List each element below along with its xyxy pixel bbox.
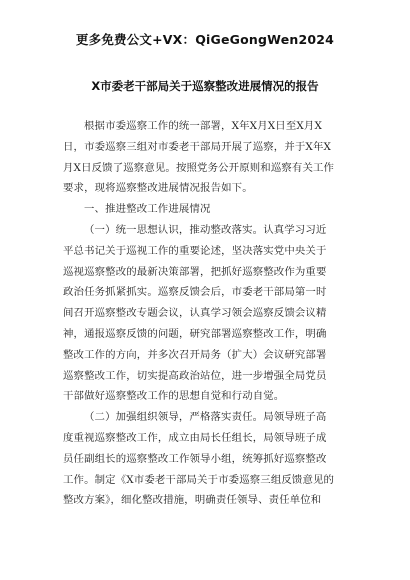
document-title: X市委老干部局关于巡察整改进展情况的报告 <box>91 79 319 93</box>
body-line: 间召开巡察整改专题会议，认真学习领会巡察反馈会议精 <box>63 307 327 320</box>
watermark-header: 更多免费公文+VX：QiGeGongWen2024 <box>75 32 335 47</box>
body-line: 日，市委巡察三组对市委老干部局开展了巡察，并于X年X <box>63 140 332 153</box>
body-line: 政治任务抓紧抓实。巡察反馈会后，市委老干部局第一时 <box>63 286 327 299</box>
body-line: 整改工作的方向，并多次召开局务（扩大）会议研究部署 <box>63 348 327 361</box>
body-line: 干部做好巡察整改工作的思想自觉和行动自觉。 <box>63 390 285 403</box>
body-line: 月X日反馈了巡察意见。按照党务公开原则和巡察有关工作 <box>63 161 335 174</box>
body-line: （二）加强组织领导，严格落实责任。局领导班子高 <box>84 411 327 424</box>
body-line: 巡察整改工作，切实提高政治站位，进一步增强全局党员 <box>63 369 327 382</box>
body-line: 神，通报巡察反馈的问题，研究部署巡察整改工作，明确 <box>63 327 327 340</box>
section-heading: 一、推进整改工作进展情况 <box>84 203 211 216</box>
body-line: 整改方案》，细化整改措施，明确责任领导、责任单位和 <box>63 494 322 507</box>
body-line: 平总书记关于巡视工作的重要论述，坚决落实党中央关于 <box>63 244 327 257</box>
body-line: 根据市委巡察工作的统一部署，X年X月X日至X月X <box>84 120 323 132</box>
body-line: 工作。制定《X市委老干部局关于市委巡察三组反馈意见的 <box>63 473 335 486</box>
body-line: 度重视巡察整改工作，成立由局长任组长，局领导班子成 <box>63 431 327 444</box>
body-line: 巡视巡察整改的最新决策部署，把抓好巡察整改作为重要 <box>63 265 327 278</box>
body-line: 员任副组长的巡察整改工作领导小组，统筹抓好巡察整改 <box>63 452 327 465</box>
document-body <box>63 116 347 511</box>
body-line: 要求，现将巡察整改进展情况报告如下。 <box>63 182 253 195</box>
body-line: （一）统一思想认识，推动整改落实。认真学习习近 <box>84 223 327 236</box>
